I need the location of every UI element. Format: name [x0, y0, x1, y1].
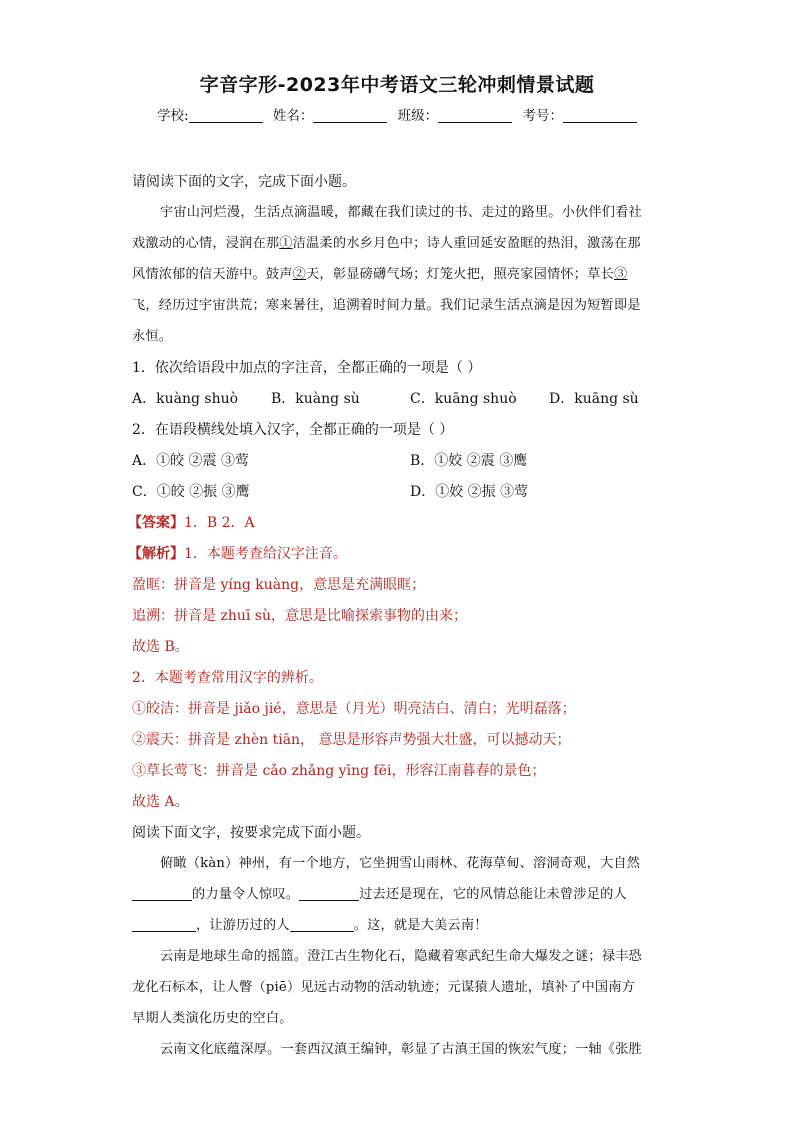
- q1-option-c[interactable]: C．kuāng shuò: [410, 391, 517, 407]
- analysis-line-2: 盈眶：拼音是 yíng kuàng，意思是充满眼眶；: [132, 577, 426, 593]
- passage2-line1: 俯瞰（kàn）神州，有一个地方，它坐拥雪山雨林、花海草甸、溶洞奇观，大自然: [160, 856, 641, 871]
- analysis-line-5: 2．本题考查常用汉字的辨析。: [132, 670, 323, 686]
- passage2-line4: 云南是地球生命的摇篮。澄江古生物化石，隐藏着寒武纪生命大爆发之谜；禄丰恐: [160, 949, 642, 964]
- passage2-text: 。这，就是大美云南！: [353, 918, 488, 933]
- passage2-line6: 早期人类演化历史的空白。: [132, 1011, 293, 1026]
- q1-option-d[interactable]: D．kuāng sù: [549, 391, 639, 407]
- q2-option-b[interactable]: B．①姣 ②震 ③鹰: [410, 453, 528, 469]
- name-label: 姓名：: [272, 108, 314, 124]
- blank-marker-2: ②: [292, 267, 307, 282]
- q2-option-d[interactable]: D．①姣 ②振 ③莺: [410, 484, 529, 500]
- q1-option-a[interactable]: A．kuàng shuò: [132, 391, 239, 407]
- exam-number-label: 考号：: [522, 108, 563, 124]
- passage2-line5: 龙化石标本，让人瞥（piē）见远古动物的活动轨迹；元谋猿人遗址，填补了中国南方: [132, 980, 636, 995]
- question-2-stem: 2．在语段横线处填入汉字，全都正确的一项是（ ）: [132, 422, 454, 438]
- analysis-line-6: ①皎洁：拼音是 jiǎo jié，意思是（月光）明亮洁白、清白；光明磊落；: [132, 701, 576, 717]
- passage1-text: 风情浓郁的信天游中。鼓声: [132, 267, 293, 282]
- q2-option-a[interactable]: A．①皎 ②震 ③莺: [132, 453, 250, 469]
- reading-instruction-1: 请阅读下面的文字，完成下面小题。: [132, 174, 356, 190]
- fill-blank-4[interactable]: [290, 917, 354, 932]
- blank-marker-1: ①: [279, 236, 293, 251]
- analysis-line-1: [128, 544, 347, 564]
- school-blank[interactable]: [189, 108, 263, 123]
- analysis-line-9: 故选 A。: [132, 794, 189, 810]
- passage1-line3: [132, 265, 627, 285]
- q2-option-c[interactable]: C．①皎 ②振 ③鹰: [132, 484, 250, 500]
- analysis-text: 1．本题考查给汉字注音。: [184, 546, 347, 562]
- fill-blank-1[interactable]: [132, 886, 192, 901]
- passage2-line3: [132, 916, 488, 936]
- passage1-text: 洁温柔的水乡月色中；诗人重回延安盈眶的热泪，激荡在那: [292, 236, 641, 251]
- passage2-text: 过去还是现在，它的风情总能让未曾涉足的人: [359, 887, 627, 902]
- class-label: 班级：: [397, 108, 439, 124]
- analysis-line-8: ③草长莺飞：拼音是 cǎo zhǎng yīng fēi，形容江南暮春的景色；: [132, 763, 546, 779]
- passage1-text: 戏激动的心情，浸润在那: [132, 236, 280, 251]
- blank-marker-3: ③: [613, 267, 628, 282]
- school-label: 学校:: [157, 108, 189, 124]
- answer-text: 1．B 2．A: [184, 515, 255, 531]
- answer-line: [128, 513, 255, 533]
- passage2-line2: [132, 885, 627, 905]
- passage2-text: ，让游历过的人: [196, 918, 290, 933]
- passage1-line1: 宇宙山河烂漫，生活点滴温暖，都藏在我们读过的书、走过的路里。小伙伴们看社: [160, 205, 642, 220]
- analysis-line-3: 追溯：拼音是 zhuī sù，意思是比喻探索事物的由来；: [132, 608, 467, 624]
- passage1-line2: [132, 234, 641, 254]
- fill-blank-2[interactable]: [299, 886, 359, 901]
- fill-blank-3[interactable]: [132, 917, 196, 932]
- question-1-stem: 1．依次给语段中加点的字注音，全都正确的一项是（ ）: [132, 360, 482, 376]
- analysis-line-4: 故选 B。: [132, 639, 189, 655]
- answer-label: 【答案】: [128, 515, 184, 531]
- student-info-row: [0, 104, 794, 124]
- passage1-text: 天，彰显磅礴气场；灯笼火把，照亮家园情怀；草长: [306, 267, 614, 282]
- analysis-label: 【解析】: [128, 546, 184, 562]
- passage1-line5: 永恒。: [132, 329, 173, 344]
- passage2-line7: 云南文化底蕴深厚。一套西汉滇王编钟，彰显了古滇王国的恢宏气度；一轴《张胜: [160, 1042, 642, 1057]
- passage2-text: 的力量令人惊叹。: [192, 887, 300, 902]
- passage1-line4: 飞，经历过宇宙洪荒；寒来暑往，追溯着时间力量。我们记录生活点滴是因为短暂即是: [132, 298, 641, 313]
- analysis-line-7: ②震天：拼音是 zhèn tiān， 意思是形容声势强大壮盛，可以撼动天；: [132, 732, 571, 748]
- name-blank[interactable]: [313, 108, 387, 123]
- reading-instruction-2: 阅读下面文字，按要求完成下面小题。: [132, 825, 370, 841]
- class-blank[interactable]: [438, 108, 512, 123]
- exam-number-blank[interactable]: [563, 108, 637, 123]
- page-title: 字音字形-2023年中考语文三轮冲刺情景试题: [199, 74, 595, 96]
- q1-option-b[interactable]: B．kuàng sù: [271, 391, 360, 407]
